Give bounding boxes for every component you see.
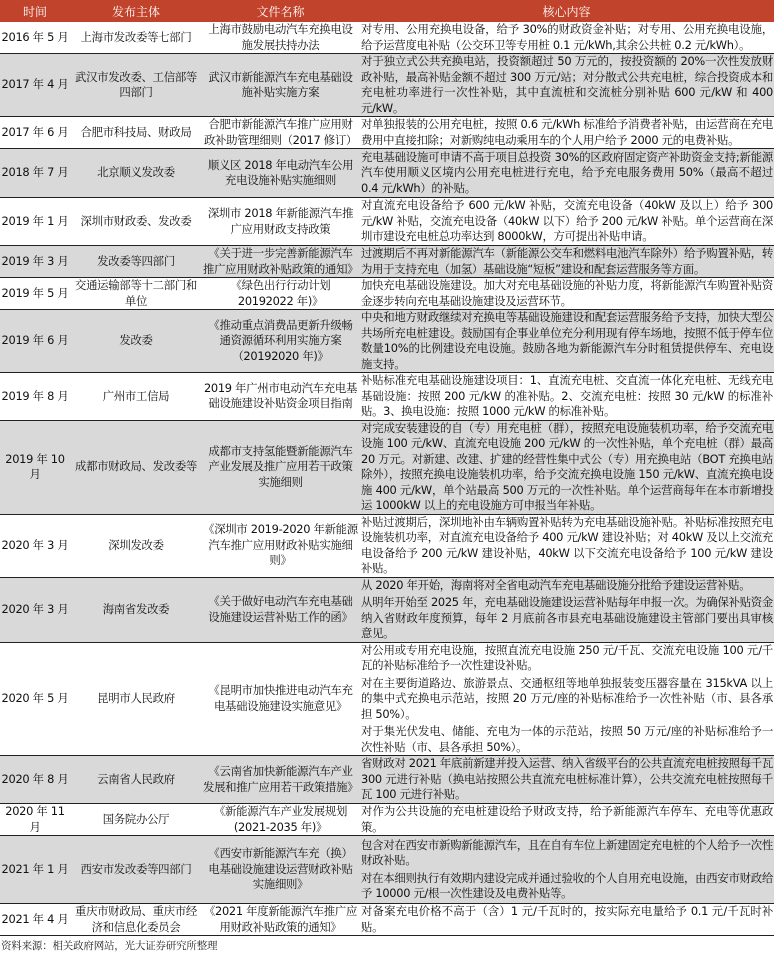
content-paragraph: 充电基础设施可申请不高于项目总投资 30%的区政府固定资产补助资金支持;新能源汽车使用顺义区境内公用充电桩进行充电，给予充电服务费用 50%（最高不超过 0.4 元/kWh）的补贴。 — [361, 149, 773, 195]
row-content — [359, 373, 774, 421]
row-content — [359, 54, 774, 117]
row-content — [359, 117, 774, 149]
content-paragraph: 对完成安装建设的自（专）用充电桩（群），按照充电设施装机功率，给予交流充电设施 100 元/kW、直流充电设施 200 元/kW 的一次性补贴，单个充电桩（群）最高 20 万元。对新建、改建、扩建的经营性集中式公（专）用充换电站（BOT 充换电站除外），按照充换电设施装机功率，给予交流充换电设施 150 元/kW、直流充换电设施 400 元/kW，单个站最高 500 万元的一次性补贴。单个运营商每年在本市新增投运 1000kW 以上的充电设施方可申报当年补贴。 — [361, 420, 773, 512]
content-paragraph: 对直流充电设备给予 600 元/kW 补贴，交流充电设备（40kW 及以上）给予 300 元/kW 补贴，交流充电设备（40kW 以下）给予 200 元/kW 补贴。单个运营商在深圳市建设充电桩总功率达到 8000kW，方可提出补贴申请。 — [361, 198, 774, 244]
row-time: 2020 年 8 月 — [0, 756, 70, 804]
table-row — [0, 310, 774, 373]
row-content — [359, 246, 774, 278]
row-document: 合肥市新能源汽车推广应用财政补助管理细则（2017 修订） — [203, 117, 358, 147]
row-issuer: 广州市工信局 — [70, 373, 202, 421]
row-content — [359, 278, 774, 310]
row-content — [359, 836, 774, 904]
row-time: 2019 年 3 月 — [0, 246, 70, 278]
row-time: 2020 年 3 月 — [0, 577, 70, 642]
table-row — [0, 54, 774, 117]
row-content — [359, 22, 774, 54]
table-row — [0, 373, 774, 421]
row-document: 《关于进一步完善新能源汽车推广应用财政补贴政策的通知》 — [203, 246, 359, 276]
row-time: 2019 年 10 月 — [0, 420, 70, 514]
content-paragraph: 包含对在西安市新购新能源汽车，且在自有车位上新建固定充电桩的个人给予一次性财政补贴。 — [361, 837, 773, 867]
table-row — [0, 642, 774, 756]
row-content — [359, 149, 774, 198]
row-time: 2019 年 1 月 — [0, 198, 70, 246]
content-paragraph: 对单独报装的公用充电桩，按照 0.6 元/kWh 标准给予消费者补贴，由运营商在充电费用中直接扣除；对新购纯电动乘用车的个人用户给予 2000 元的电费补贴。 — [361, 117, 773, 147]
header-document: 文件名称 — [202, 0, 359, 22]
row-issuer: 交通运输部等十二部门和单位 — [70, 278, 202, 310]
table-header-row — [0, 0, 774, 22]
row-document: 《关于做好电动汽车充电基础设施建设运营补贴工作的函》 — [202, 577, 359, 642]
row-issuer: 发改委 — [70, 310, 202, 373]
row-content — [359, 420, 774, 514]
row-document: 《深圳市 2019-2020 年新能源汽车推广应用财政补贴实施细则》 — [202, 514, 359, 577]
table-row — [0, 756, 774, 804]
row-time: 2018 年 7 月 — [0, 149, 70, 198]
content-paragraph: 对专用、公用充换电设备，给予 30%的财政资金补贴；对专用、公用充换电设施，给予运营度电补贴（公交环卫等专用桩 0.1 元/kWh,其余公共桩 0.2 元/kWh）。 — [361, 22, 773, 52]
row-document: 《推动重点消费品更新升级畅通资源循环利用实施方案（20192020 年)》 — [202, 310, 359, 373]
row-issuer: 西安市发改委等四部门 — [70, 836, 202, 904]
row-document: 《西安市新能源汽车充（换）电基础设施建设运营财政补贴实施细则》 — [202, 836, 359, 904]
content-paragraph: 中央和地方财政继续对充换电等基础设施建设和配套运营服务给予支持，加快大型公共场所充电桩建设。鼓励国有企事业单位充分利用现有停车场地，按照不低于停车位数量10%的比例建设充电设施。鼓励各地为新能源汽车分时租赁提供停车、充电设施支持。 — [361, 310, 773, 371]
row-document: 深圳市 2018 年新能源汽车推广应用财政支持政策 — [202, 198, 359, 246]
row-time: 2020 年 11 月 — [0, 804, 70, 836]
row-document: 2019 年广州市电动汽车充电基础设施建设补贴资金项目指南 — [202, 373, 359, 421]
table-row — [0, 149, 774, 198]
row-time: 2016 年 5 月 — [0, 22, 70, 54]
row-document: 《2021 年度新能源汽车推广应用财政补贴政策的通知》 — [203, 904, 358, 934]
content-paragraph: 从 2020 年开始，海南将对全省电动汽车充电基础设施分批给予建设运营补贴。 — [361, 577, 751, 592]
row-document: 上海市鼓励电动汽车充换电设施发展扶持办法 — [202, 22, 359, 54]
row-issuer: 深圳发改委 — [70, 514, 202, 577]
header-issuer: 发布主体 — [70, 0, 202, 22]
row-content — [359, 198, 774, 246]
row-content — [359, 642, 774, 756]
row-issuer: 昆明市人民政府 — [70, 642, 202, 756]
content-paragraph: 对公用或专用充电设施，按照直流充电设施 250 元/千瓦、交流充电设施 100 元/千瓦的补贴标准给予一次性建设补贴。 — [361, 642, 773, 672]
row-content — [359, 904, 774, 936]
row-time: 2019 年 8 月 — [0, 373, 70, 421]
row-time: 2017 年 4 月 — [0, 54, 70, 117]
row-document: 《绿色出行行动计划 20192022 年)》 — [202, 278, 359, 310]
content-paragraph: 补贴过渡期后，深圳地补由车辆购置补贴转为充电基础设施补贴。补贴标准按照充电设施装机功率，对直流充电设备给予 400 元/kW 建设补贴；对 40kW 及以上交流充电设备给予 200 元/kW 建设补贴，40kW 以下交流充电设备给予 100 元/kW 建设补贴。 — [361, 514, 773, 575]
row-document: 武汉市新能源汽车充电基础设施补贴实施方案 — [202, 54, 359, 117]
header-time: 时间 — [0, 0, 70, 22]
row-time: 2020 年 3 月 — [0, 514, 70, 577]
row-document: 《云南省加快新能源汽车产业发展和推广应用若干政策措施》 — [202, 756, 359, 804]
row-issuer: 深圳市财政委、发改委 — [70, 198, 202, 246]
row-time: 2021 年 1 月 — [0, 836, 70, 904]
row-issuer: 国务院办公厅 — [70, 804, 202, 836]
row-document: 《昆明市加快推进电动汽车充电基础设施建设实施意见》 — [202, 642, 359, 756]
row-issuer: 重庆市财政局、重庆市经济和信息化委员会 — [70, 904, 202, 936]
content-paragraph: 补贴标准充电基础设施建设项目：1、直流充电桩、交直流一体化充电桩、无线充电基础设施：按照 200 元/kW 的准补贴。2、交流充电桩：按照 30 元/kW 的标准补贴。3、换电设施：按照 1000 元/kW 的标准补贴。 — [361, 373, 773, 418]
row-time: 2020 年 5 月 — [0, 642, 70, 756]
row-issuer: 上海市发改委等七部门 — [70, 22, 202, 54]
content-paragraph: 对于独立式公共充换电站，投资额超过 50 万元的，按投资额的 20%一次性发放财政补贴，最高补贴金额不超过 300 万元/站；对分散式公共充电桩，综合投资成本和充电桩功率进行一次性补贴，其中直流桩和交流桩分别补贴 600 元/kW 和 400 元/kW。 — [361, 54, 773, 115]
content-paragraph: 省财政对 2021 年底前新建并投入运营、纳入省级平台的公共直流充电桩按照每千瓦 300 元进行补贴（换电站按照公共直流充电桩标准计算），公共交流充电桩按照每千瓦 100 元进行补贴。 — [361, 756, 773, 802]
table-row — [0, 904, 774, 936]
content-paragraph: 对在主要街道路边、旅游景点、交通枢纽等地单独报装变压器容量在 315kVA 以上的集中式充换电示范站，按照 20 万元/座的补贴标准给予一次性补贴（市、县各承担 50%）。 — [361, 675, 773, 721]
content-paragraph: 加快充电基础设施建设。加大对充电基础设施的补贴力度，将新能源汽车购置补贴资金逐步转向充电基础设施建设及运营环节。 — [361, 278, 773, 308]
content-paragraph: 对于集光伏发电、储能、充电为一体的示范站，按照 50 万元/座的补贴标准给予一次性补贴（市、县各承担 50%）。 — [361, 724, 773, 754]
table-row — [0, 514, 774, 577]
row-issuer: 武汉市发改委、工信部等四部门 — [70, 54, 202, 117]
row-document: 顺义区 2018 年电动汽车公用充电设施补贴实施细则 — [202, 149, 359, 198]
row-time: 2019 年 5 月 — [0, 278, 70, 310]
table-row — [0, 22, 774, 54]
row-content — [359, 804, 774, 836]
row-issuer: 成都市财政局、发改委等 — [70, 420, 202, 514]
row-issuer: 海南省发改委 — [70, 577, 202, 642]
row-content — [359, 310, 774, 373]
row-document: 成都市支持氢能暨新能源汽车产业发展及推广应用若干政策实施细则 — [202, 420, 359, 514]
content-paragraph: 过渡期后不再对新能源汽车（新能源公交车和燃料电池汽车除外）给予购置补贴，转为用于支持充电（加氢）基础设施“短板”建设和配套运营服务等方面。 — [361, 246, 773, 276]
content-paragraph: 对在本细则执行有效期内建设完成并通过验收的个人自用充电设施，由西安市财政给予 10000 元/根一次性建设及电费补贴等。 — [361, 870, 773, 900]
source-note: 资料来源：相关政府网站，光大证券研究所整理 — [1, 940, 218, 952]
row-time: 2019 年 6 月 — [0, 310, 70, 373]
row-content — [359, 756, 774, 804]
table-body — [0, 22, 774, 936]
content-paragraph: 从明年开始至 2025 年，充电基础设施建设运营补贴每年申报一次。为确保补贴资金纳入省财政年度预算，每年 2 月底前各市县充电基础设施建设主管部门要出具审核意见。 — [361, 595, 773, 640]
row-content — [359, 514, 774, 577]
row-issuer: 发改委等四部门 — [70, 246, 202, 278]
row-time: 2017 年 6 月 — [0, 117, 70, 149]
content-paragraph: 对备案充电价格不高于（含）1 元/千瓦时的，按实际充电量给予 0.1 元/千瓦时补贴。 — [361, 904, 773, 934]
row-time: 2021 年 4 月 — [0, 904, 70, 936]
table-row — [0, 577, 774, 642]
table-row — [0, 804, 774, 836]
table-row — [0, 278, 774, 310]
row-issuer: 云南省人民政府 — [70, 756, 202, 804]
row-issuer: 合肥市科技局、财政局 — [70, 117, 202, 149]
table-row — [0, 198, 774, 246]
row-content — [359, 577, 774, 642]
table-row — [0, 836, 774, 904]
content-paragraph: 对作为公共设施的充电桩建设给予财政支持，给予新能源汽车停车、充电等优惠政策。 — [361, 804, 773, 834]
table-row — [0, 117, 774, 149]
header-content: 核心内容 — [359, 0, 774, 22]
row-document: 《新能源汽车产业发展规划(2021-2035 年)》 — [202, 804, 359, 836]
table-row — [0, 420, 774, 514]
table-row — [0, 246, 774, 278]
row-issuer: 北京顺义发改委 — [70, 149, 202, 198]
